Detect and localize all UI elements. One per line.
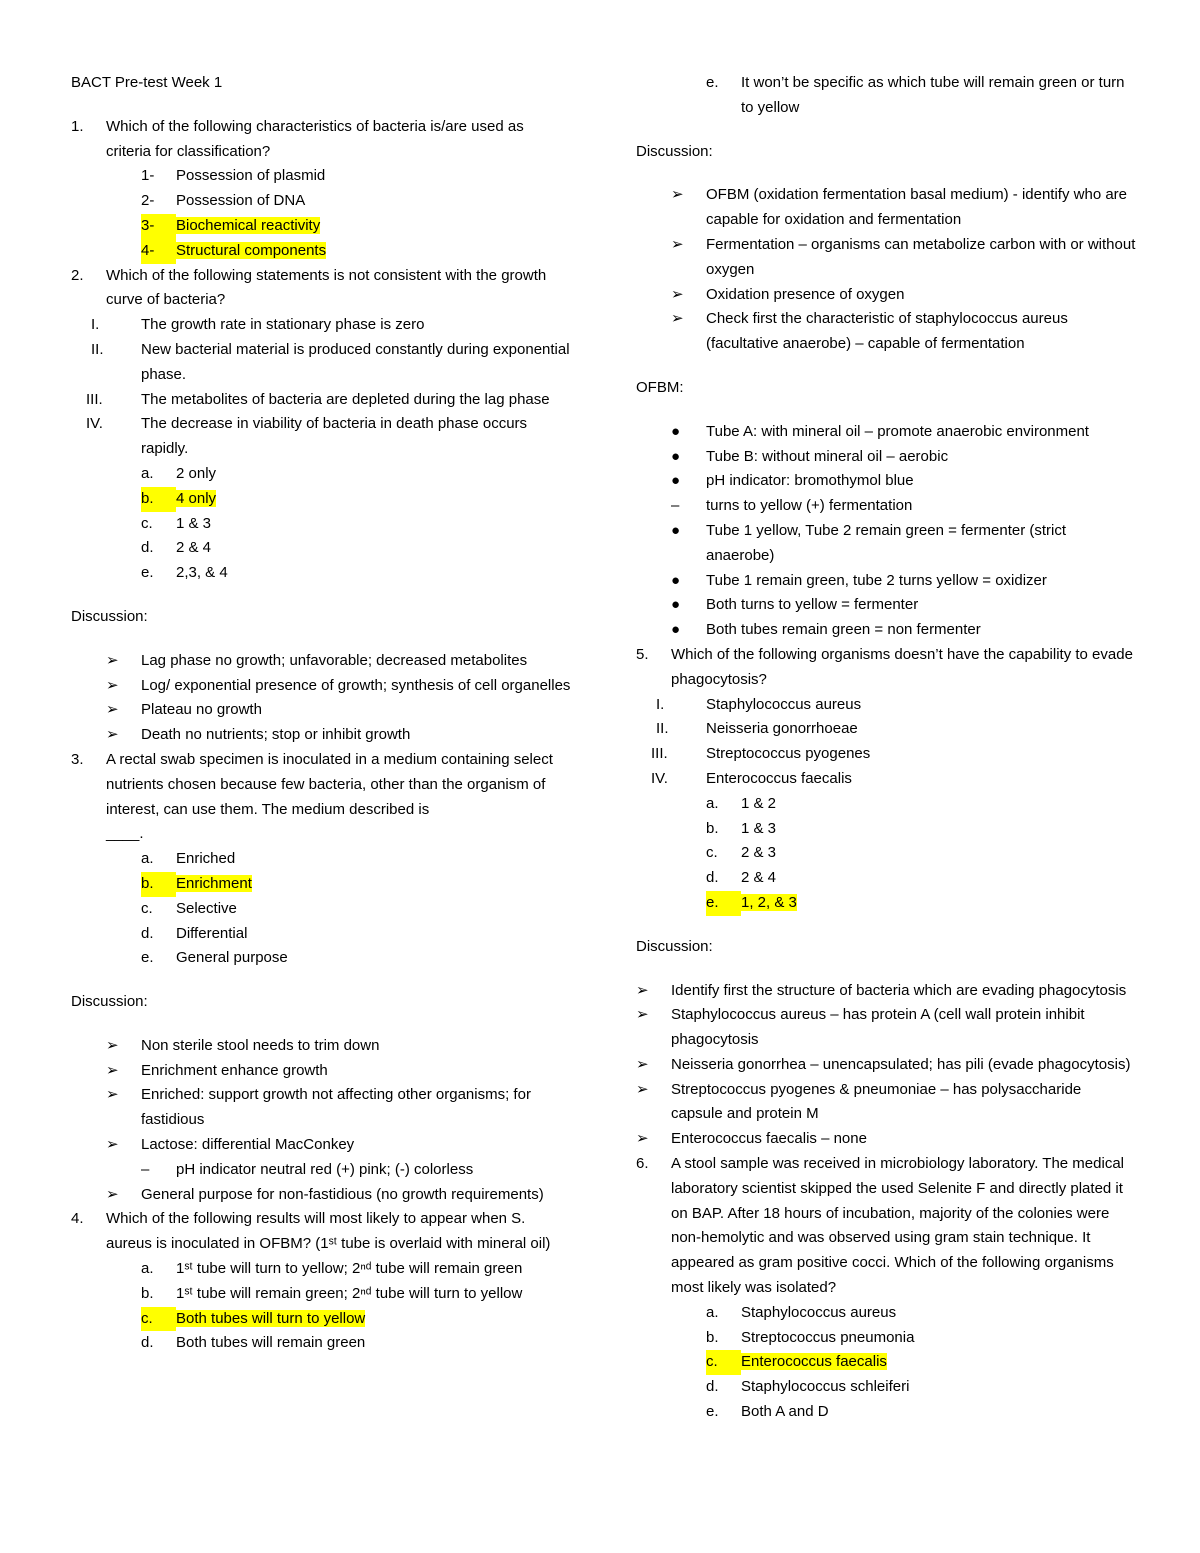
list-item xyxy=(71,897,571,922)
list-item xyxy=(636,792,1136,817)
list-marker: ➢ xyxy=(636,1080,649,1098)
list-marker: ● xyxy=(671,447,681,465)
list-item xyxy=(636,618,1136,643)
list-text: Lactose: differential MacConkey xyxy=(141,1136,355,1154)
list-text: Lag phase no growth; unfavorable; decreased metabolites xyxy=(141,651,528,669)
list-item xyxy=(71,388,571,413)
list-marker: ➢ xyxy=(671,235,684,253)
list-marker: 1- xyxy=(141,167,155,185)
list-text xyxy=(176,214,571,239)
list-text: Staphylococcus aureus xyxy=(706,695,862,713)
list-marker: ➢ xyxy=(106,651,119,669)
list-item xyxy=(636,693,1136,718)
list-marker: c. xyxy=(706,1350,741,1375)
list-marker: e. xyxy=(141,949,154,967)
list-item xyxy=(71,313,571,338)
list-marker: a. xyxy=(141,1260,154,1278)
list-text: Tube 1 remain green, tube 2 turns yellow = oxidizer xyxy=(706,571,1047,589)
list-item xyxy=(71,561,571,586)
list-text: Death no nutrients; stop or inhibit growth xyxy=(141,726,411,744)
list-marker: IV. xyxy=(86,415,103,433)
list-text: 1 & 2 xyxy=(741,794,777,812)
question-item xyxy=(71,1207,571,1257)
list-marker: ● xyxy=(671,422,681,440)
list-text: It won’t be specific as which tube will remain green or turn to yellow xyxy=(741,74,1125,116)
list-item xyxy=(636,233,1136,283)
list-item xyxy=(71,338,571,388)
list-marker: d. xyxy=(141,539,154,557)
list-marker: c. xyxy=(141,514,153,532)
list-item xyxy=(71,1307,571,1332)
list-text: The decrease in viability of bacteria in death phase occurs rapidly. xyxy=(141,415,528,458)
spacer xyxy=(71,971,571,990)
list-marker: ➢ xyxy=(106,701,119,719)
list-marker: a. xyxy=(706,794,719,812)
list-text: Which of the following results will most likely to appear when S. aureus is inoculated in OFBM? (1ˢᵗ tube is overlaid with mineral oil) xyxy=(106,1210,551,1253)
list-text: pH indicator neutral red (+) pink; (-) colorless xyxy=(176,1160,474,1178)
list-marker: 4- xyxy=(141,239,176,264)
list-item xyxy=(636,891,1136,916)
spacer xyxy=(636,164,1136,183)
list-text: Both turns to yellow = fermenter xyxy=(706,596,919,614)
list-item xyxy=(636,71,1136,121)
list-marker: e. xyxy=(706,891,741,916)
list-item xyxy=(636,841,1136,866)
list-marker: 2. xyxy=(71,266,84,284)
section-label: Discussion: xyxy=(636,142,713,160)
list-text: Identify first the structure of bacteria which are evading phagocytosis xyxy=(671,981,1127,999)
list-item xyxy=(636,1003,1136,1053)
list-text: Staphylococcus aureus – has protein A (cell wall protein inhibit phagocytosis xyxy=(671,1006,1085,1049)
list-item xyxy=(71,1034,571,1059)
question-item xyxy=(636,643,1136,693)
list-marker: e. xyxy=(141,564,154,582)
list-marker: ➢ xyxy=(671,285,684,303)
list-marker: c. xyxy=(141,899,153,917)
highlighted-answer: Both tubes will turn to yellow xyxy=(176,1309,366,1327)
list-marker: III. xyxy=(651,745,668,763)
spacer xyxy=(71,1015,571,1034)
list-item xyxy=(636,494,1136,519)
list-item xyxy=(636,1400,1136,1425)
list-marker: ➢ xyxy=(671,186,684,204)
list-marker: c. xyxy=(706,844,718,862)
list-text: Fermentation – organisms can metabolize carbon with or without oxygen xyxy=(706,235,1136,278)
list-text xyxy=(741,1350,1136,1375)
list-text: 1 & 3 xyxy=(176,514,212,532)
list-item xyxy=(636,1326,1136,1351)
list-text xyxy=(741,891,1136,916)
list-item xyxy=(636,420,1136,445)
list-item xyxy=(71,723,571,748)
list-item xyxy=(636,817,1136,842)
list-marker: ➢ xyxy=(636,1006,649,1024)
left-column xyxy=(71,71,571,1356)
list-text: 2,3, & 4 xyxy=(176,564,228,582)
list-text: Possession of plasmid xyxy=(176,167,326,185)
question-item xyxy=(71,164,571,189)
list-text: Log/ exponential presence of growth; synthesis of cell organelles xyxy=(141,676,571,694)
list-item xyxy=(71,536,571,561)
list-text: 2 & 4 xyxy=(176,539,212,557)
list-item xyxy=(636,717,1136,742)
list-item xyxy=(636,569,1136,594)
list-text: Enterococcus faecalis xyxy=(706,769,852,787)
list-marker: ➢ xyxy=(636,981,649,999)
list-item xyxy=(636,742,1136,767)
list-item xyxy=(71,698,571,723)
list-text: Enriched: support growth not affecting other organisms; for fastidious xyxy=(141,1086,531,1129)
list-marker: d. xyxy=(141,924,154,942)
list-item xyxy=(636,519,1136,569)
list-text: 2 & 4 xyxy=(741,869,777,887)
question-item xyxy=(71,189,571,214)
list-marker: I. xyxy=(91,316,100,334)
spacer xyxy=(71,630,571,649)
list-text: Which of the following characteristics of bacteria is/are used as criteria for classification? xyxy=(106,117,524,160)
list-item xyxy=(636,283,1136,308)
list-marker: d. xyxy=(706,869,719,887)
list-item xyxy=(71,1282,571,1307)
spacer xyxy=(636,121,1136,140)
list-text: Non sterile stool needs to trim down xyxy=(141,1036,380,1054)
list-text: OFBM (oxidation fermentation basal medium) - identify who are capable for oxidation and fermentation xyxy=(706,186,1128,229)
list-item xyxy=(636,866,1136,891)
list-text xyxy=(176,872,571,897)
list-text: Enriched xyxy=(176,850,236,868)
list-marker: I. xyxy=(656,695,665,713)
list-marker: 3. xyxy=(71,750,84,768)
list-marker: ● xyxy=(671,621,681,639)
list-text: Tube 1 yellow, Tube 2 remain green = fermenter (strict anaerobe) xyxy=(706,521,1067,564)
list-text: Differential xyxy=(176,924,248,942)
list-item xyxy=(71,1183,571,1208)
list-item xyxy=(636,183,1136,233)
question-item xyxy=(71,214,571,239)
list-text: Both tubes will remain green xyxy=(176,1334,366,1352)
list-text xyxy=(176,1307,571,1332)
question-item xyxy=(71,239,571,264)
list-marker: ➢ xyxy=(106,676,119,694)
list-marker: ➢ xyxy=(106,1136,119,1154)
list-item xyxy=(71,872,571,897)
list-marker: b. xyxy=(141,1284,154,1302)
list-text: Neisseria gonorrhea – unencapsulated; has pili (evade phagocytosis) xyxy=(671,1055,1131,1073)
list-marker: b. xyxy=(141,487,176,512)
list-text: Possession of DNA xyxy=(176,192,306,210)
list-marker: e. xyxy=(706,1403,719,1421)
list-marker: ● xyxy=(671,521,681,539)
list-marker: b. xyxy=(706,819,719,837)
list-text: turns to yellow (+) fermentation xyxy=(706,497,913,515)
list-item xyxy=(71,847,571,872)
list-item xyxy=(71,512,571,537)
list-text: The growth rate in stationary phase is zero xyxy=(141,316,425,334)
list-text: Streptococcus pneumonia xyxy=(741,1328,915,1346)
list-item xyxy=(71,649,571,674)
list-marker: ➢ xyxy=(106,1061,119,1079)
section-label: Discussion: xyxy=(71,607,148,625)
spacer xyxy=(636,916,1136,935)
list-item xyxy=(636,1127,1136,1152)
list-marker: ➢ xyxy=(671,310,684,328)
list-item xyxy=(636,1053,1136,1078)
list-text: Tube A: with mineral oil – promote anaerobic environment xyxy=(706,422,1089,440)
list-text: Which of the following statements is not consistent with the growth curve of bacteria? xyxy=(106,266,547,309)
list-marker: – xyxy=(141,1160,150,1178)
answer-blank: ____. xyxy=(106,825,144,843)
list-text: A stool sample was received in microbiology laboratory. The medical laboratory scientist skipped the used Selenite F and directly plated it on BAP. After 18 hours of incubation, majority of the colonies were non-hemolytic and was observed using gram stain technique. It appeared as gram positive cocci. Which of the following organisms most likely was isolated? xyxy=(671,1155,1124,1297)
list-text xyxy=(176,487,571,512)
list-text: 2 only xyxy=(176,464,217,482)
list-item xyxy=(636,767,1136,792)
list-marker: 1. xyxy=(71,117,84,135)
list-text: Staphylococcus aureus xyxy=(741,1303,897,1321)
list-item xyxy=(636,469,1136,494)
list-marker: e. xyxy=(706,74,719,91)
list-marker: ➢ xyxy=(636,1130,649,1148)
list-marker: 4. xyxy=(71,1210,84,1228)
list-item xyxy=(71,922,571,947)
list-text: Check first the characteristic of staphylococcus aureus (facultative anaerobe) – capable of fermentation xyxy=(706,310,1068,353)
highlighted-answer: Enterococcus faecalis xyxy=(741,1353,887,1371)
highlighted-answer: Biochemical reactivity xyxy=(176,216,321,234)
list-marker: c. xyxy=(141,1307,176,1332)
list-text: New bacterial material is produced constantly during exponential phase. xyxy=(141,340,570,383)
list-text: Both tubes remain green = non fermenter xyxy=(706,621,981,639)
spacer xyxy=(636,401,1136,420)
list-marker: b. xyxy=(141,872,176,897)
list-item xyxy=(71,1158,571,1183)
list-marker: ● xyxy=(671,596,681,614)
list-marker: a. xyxy=(141,464,154,482)
list-item xyxy=(71,1257,571,1282)
highlighted-answer: Structural components xyxy=(176,241,327,259)
list-item xyxy=(71,1059,571,1084)
list-item xyxy=(71,1083,571,1133)
highlighted-answer: 4 only xyxy=(176,489,217,507)
list-item xyxy=(636,1350,1136,1375)
list-marker: 5. xyxy=(636,645,649,663)
list-marker: – xyxy=(671,497,680,515)
section-label: OFBM: xyxy=(636,378,684,396)
list-marker: IV. xyxy=(651,769,668,787)
list-marker: b. xyxy=(706,1328,719,1346)
question-item xyxy=(71,115,571,165)
list-text: 1 & 3 xyxy=(741,819,777,837)
list-text: Streptococcus pyogenes & pneumoniae – has polysaccharide capsule and protein M xyxy=(671,1080,1082,1123)
list-item xyxy=(636,979,1136,1004)
section-label: Discussion: xyxy=(636,937,713,955)
list-marker: a. xyxy=(706,1303,719,1321)
list-text: 1ˢᵗ tube will remain green; 2ⁿᵈ tube will turn to yellow xyxy=(176,1284,523,1302)
spacer xyxy=(636,960,1136,979)
highlighted-answer: 1, 2, & 3 xyxy=(741,893,797,911)
list-text: Plateau no growth xyxy=(141,701,262,719)
list-text: Which of the following organisms doesn’t have the capability to evade phagocytosis? xyxy=(671,645,1133,688)
spacer xyxy=(636,357,1136,376)
list-text: Oxidation presence of oxygen xyxy=(706,285,905,303)
list-text: Enrichment enhance growth xyxy=(141,1061,328,1079)
list-marker: ➢ xyxy=(636,1055,649,1073)
spacer xyxy=(71,586,571,605)
question-item xyxy=(636,1152,1136,1301)
list-item xyxy=(71,946,571,971)
list-item xyxy=(71,412,571,462)
list-text: Streptococcus pyogenes xyxy=(706,745,871,763)
list-marker: II. xyxy=(91,340,104,358)
question-item xyxy=(71,748,571,822)
list-item xyxy=(636,1375,1136,1400)
list-marker: ● xyxy=(671,472,681,490)
list-marker: ➢ xyxy=(106,1185,119,1203)
page-title: BACT Pre-test Week 1 xyxy=(71,74,223,91)
list-marker: II. xyxy=(656,720,669,738)
list-text: Enterococcus faecalis – none xyxy=(671,1130,867,1148)
list-text: Neisseria gonorrhoeae xyxy=(706,720,858,738)
list-marker: ➢ xyxy=(106,1086,119,1104)
list-marker: III. xyxy=(86,390,103,408)
list-text: 2 & 3 xyxy=(741,844,777,862)
list-marker: ➢ xyxy=(106,1036,119,1054)
list-text: Both A and D xyxy=(741,1403,829,1421)
question-item xyxy=(71,264,571,314)
list-item xyxy=(71,1331,571,1356)
list-marker: 6. xyxy=(636,1155,649,1173)
list-marker: 2- xyxy=(141,192,155,210)
list-item xyxy=(71,1133,571,1158)
spacer xyxy=(71,96,571,115)
list-marker: a. xyxy=(141,850,154,868)
list-text: Tube B: without mineral oil – aerobic xyxy=(706,447,949,465)
list-text: pH indicator: bromothymol blue xyxy=(706,472,914,490)
list-item xyxy=(636,445,1136,470)
highlighted-answer: Enrichment xyxy=(176,874,252,892)
list-text: 1ˢᵗ tube will turn to yellow; 2ⁿᵈ tube will remain green xyxy=(176,1260,523,1278)
list-text: General purpose for non-fastidious (no growth requirements) xyxy=(141,1185,544,1203)
list-marker: d. xyxy=(706,1378,719,1396)
list-item xyxy=(636,593,1136,618)
list-item xyxy=(636,1078,1136,1128)
list-item xyxy=(636,307,1136,357)
right-column xyxy=(636,71,1136,1425)
list-text: The metabolites of bacteria are depleted during the lag phase xyxy=(141,390,550,408)
list-marker: d. xyxy=(141,1334,154,1352)
list-marker: ● xyxy=(671,571,681,589)
list-text xyxy=(176,239,571,264)
list-item xyxy=(636,1301,1136,1326)
list-text: Selective xyxy=(176,899,237,917)
list-item xyxy=(71,462,571,487)
list-item xyxy=(71,487,571,512)
section-label: Discussion: xyxy=(71,993,148,1011)
list-text: A rectal swab specimen is inoculated in a medium containing select nutrients chosen because few bacteria, other than the organism of interest, can use them. The medium described is xyxy=(106,750,553,818)
list-item xyxy=(71,674,571,699)
list-marker: ➢ xyxy=(106,726,119,744)
list-marker: 3- xyxy=(141,214,176,239)
list-text: Staphylococcus schleiferi xyxy=(741,1378,910,1396)
list-text: General purpose xyxy=(176,949,288,967)
